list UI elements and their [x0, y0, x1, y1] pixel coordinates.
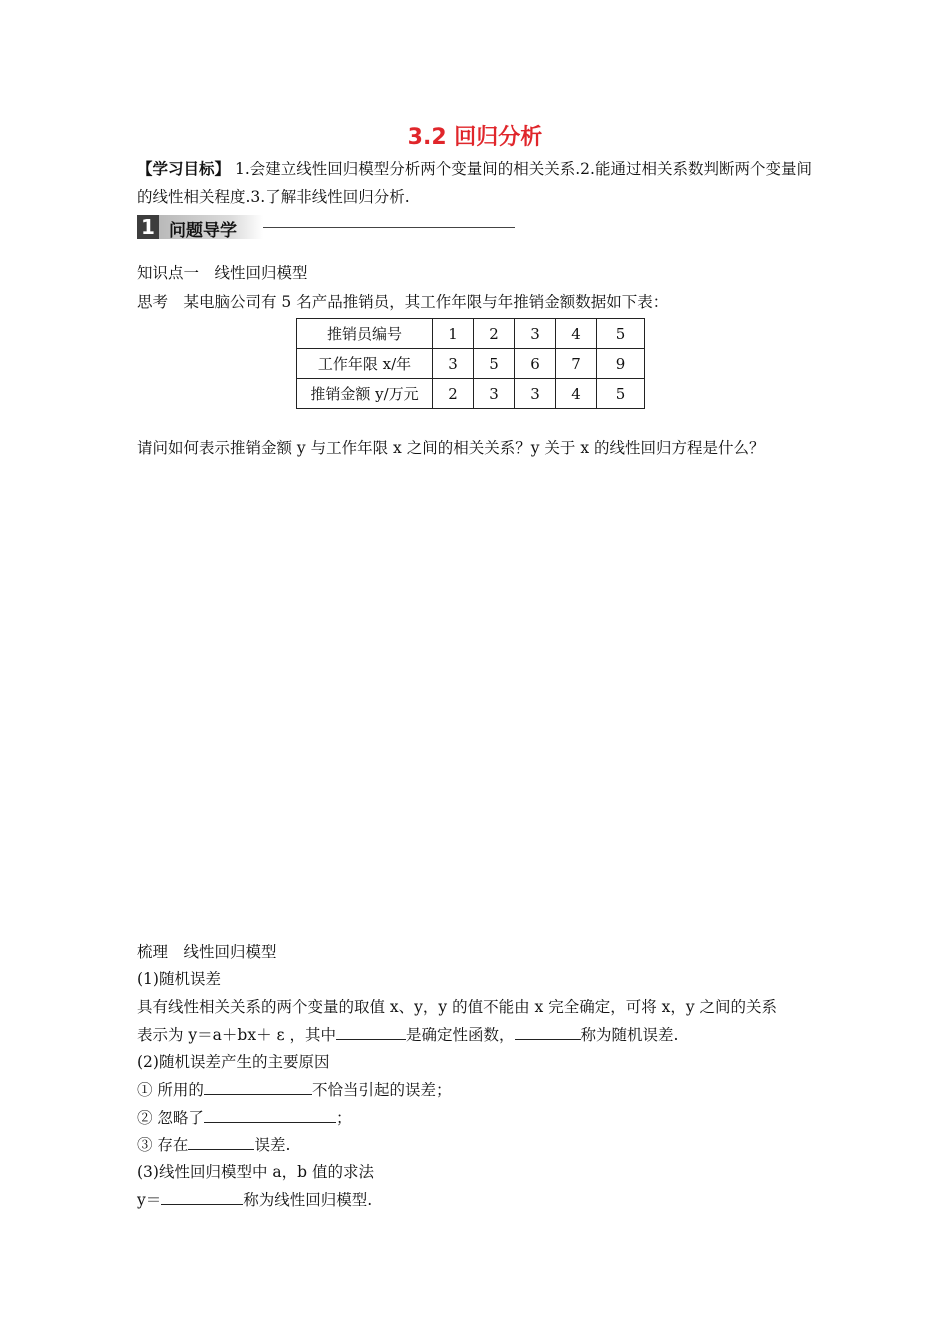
section-title: 问题导学: [169, 221, 237, 241]
error-cause-2-a: ② 忽略了: [137, 1109, 204, 1127]
regression-model-line-a: y＝: [137, 1191, 162, 1209]
objectives-label: 【学习目标】: [137, 159, 231, 178]
error-cause-3: [137, 1133, 290, 1156]
error-cause-3-b: 误差.: [254, 1136, 291, 1154]
table-row-header: 推销金额 y/万元: [297, 379, 433, 409]
table-cell: 3: [474, 379, 515, 409]
random-error-line-2-b: 是确定性函数，: [405, 1026, 515, 1044]
table-cell: 2: [474, 319, 515, 349]
section-header: [137, 215, 517, 241]
table-row-header: 推销员编号: [297, 319, 433, 349]
table-cell: 1: [433, 319, 474, 349]
knowledge-point-heading: 知识点一 线性回归模型: [137, 264, 308, 282]
learning-objectives: [137, 155, 827, 211]
section-number: 1: [137, 215, 159, 239]
error-cause-1-b: 不恰当引起的误差；: [311, 1081, 452, 1099]
table-cell: 3: [515, 379, 556, 409]
error-cause-1: [137, 1078, 451, 1101]
table-cell: 2: [433, 379, 474, 409]
table-cell: 9: [597, 349, 645, 379]
table-cell: 4: [556, 379, 597, 409]
table-row: [297, 319, 645, 349]
objectives-text: 1.会建立线性回归模型分析两个变量间的相关关系.2.能通过相关系数判断两个变量间的线性相关程度.3.了解非线性回归分析.: [137, 160, 812, 206]
summary-heading: 梳理 线性回归模型: [137, 943, 277, 961]
question-text: 请问如何表示推销金额 y 与工作年限 x 之间的相关关系？y 关于 x 的线性回归方程是什么？: [137, 439, 765, 457]
think-prompt: 思考 某电脑公司有 5 名产品推销员，其工作年限与年推销金额数据如下表：: [137, 293, 669, 311]
error-causes-title: (2)随机误差产生的主要原因: [137, 1053, 330, 1071]
table-cell: 6: [515, 349, 556, 379]
table-cell: 5: [597, 319, 645, 349]
table-row: [297, 349, 645, 379]
error-cause-3-a: ③ 存在: [137, 1136, 189, 1154]
page-title: 3.2 回归分析: [407, 125, 543, 150]
error-cause-2: [137, 1106, 351, 1129]
table-cell: 4: [556, 319, 597, 349]
random-error-line-2-c: 称为随机误差.: [580, 1026, 679, 1044]
fill-blank[interactable]: [204, 1078, 312, 1095]
table-cell: 7: [556, 349, 597, 379]
random-error-line-1: 具有线性相关关系的两个变量的取值 x、y，y 的值不能由 x 完全确定，可将 x，y 之间的关系: [137, 998, 778, 1016]
table-row-header: 工作年限 x/年: [297, 349, 433, 379]
error-cause-2-b: ；: [335, 1109, 352, 1127]
table-cell: 3: [433, 349, 474, 379]
fill-blank[interactable]: [336, 1023, 406, 1040]
fill-blank[interactable]: [161, 1188, 243, 1205]
section-divider: [263, 227, 515, 228]
table-cell: 3: [515, 319, 556, 349]
regression-model-line: [137, 1188, 372, 1211]
regression-model-line-b: 称为线性回归模型.: [243, 1191, 373, 1209]
ab-method-title: (3)线性回归模型中 a，b 值的求法: [137, 1163, 374, 1181]
table-cell: 5: [597, 379, 645, 409]
sales-data-table: [296, 318, 645, 409]
fill-blank[interactable]: [188, 1133, 254, 1150]
random-error-line-2-a: 表示为 y＝a＋bx＋ ε ，其中: [137, 1026, 336, 1044]
section-band: [159, 215, 263, 239]
fill-blank[interactable]: [204, 1106, 336, 1123]
error-cause-1-a: ① 所用的: [137, 1081, 204, 1099]
fill-blank[interactable]: [515, 1023, 581, 1040]
random-error-line-2: [137, 1023, 678, 1046]
random-error-title: (1)随机误差: [137, 970, 221, 988]
table-row: [297, 379, 645, 409]
table-cell: 5: [474, 349, 515, 379]
